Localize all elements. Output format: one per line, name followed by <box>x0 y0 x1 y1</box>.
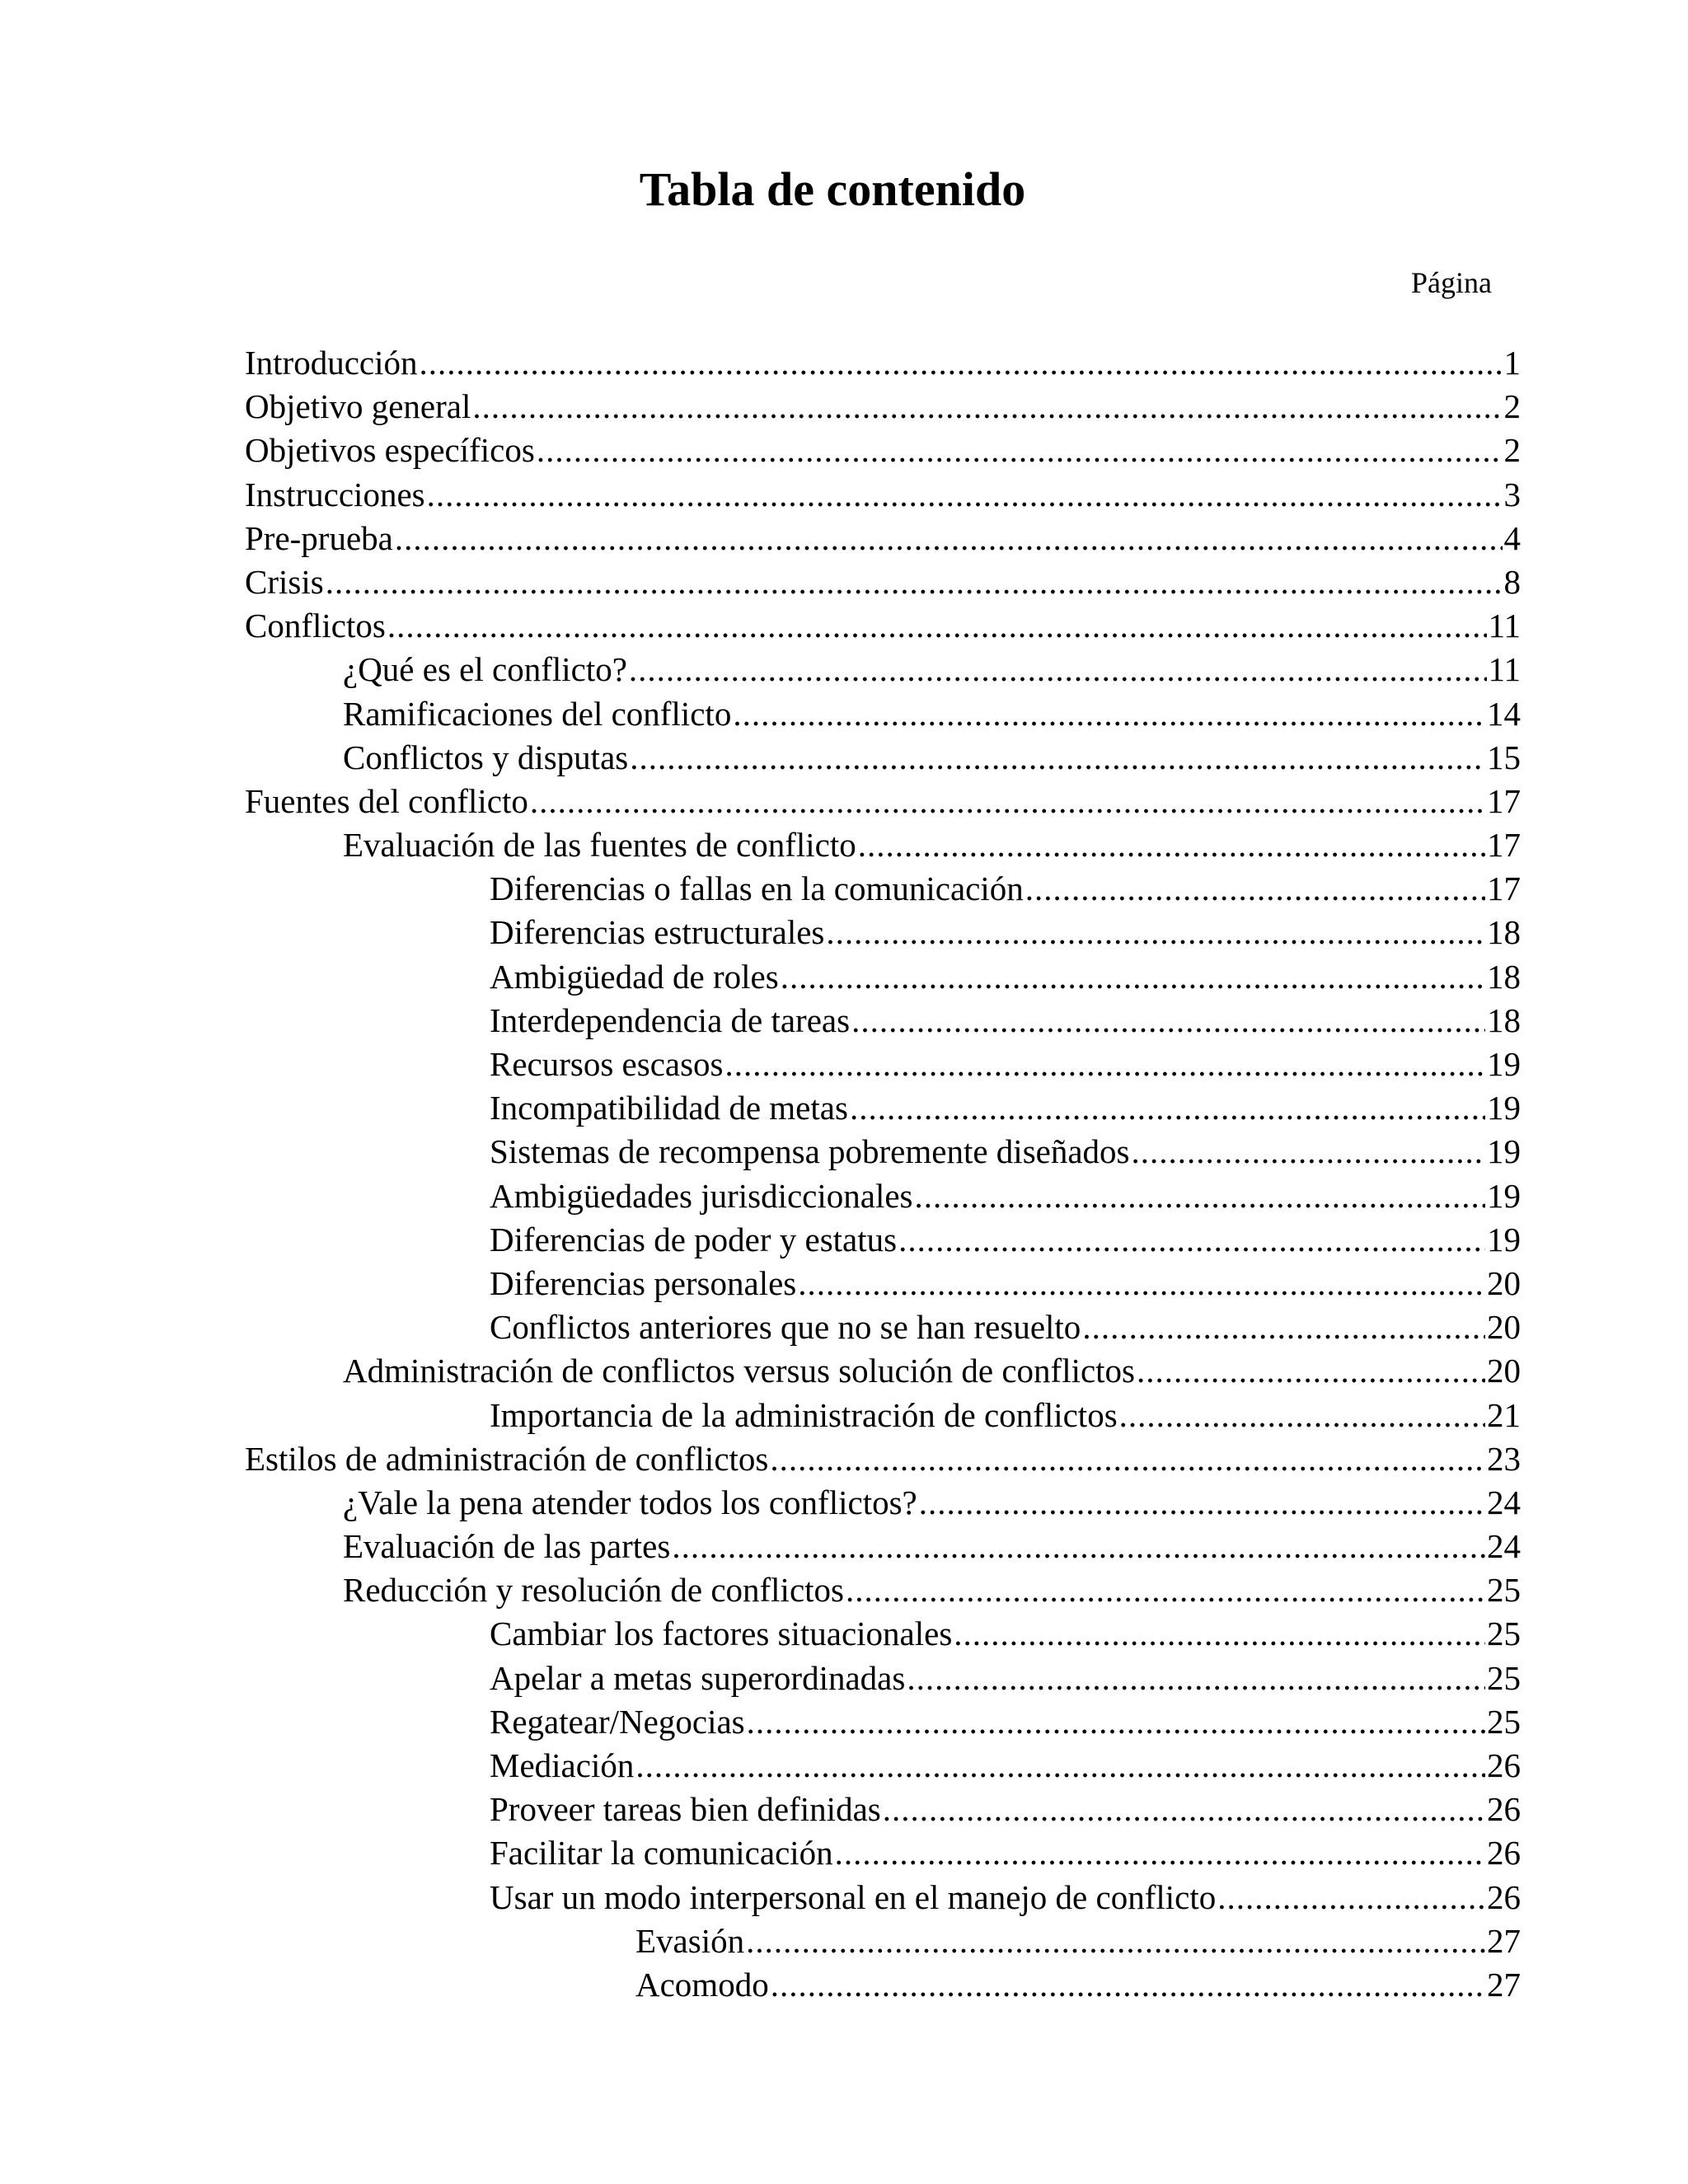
toc-entry-label: Recursos escasos <box>490 1045 724 1083</box>
dot-leader <box>883 1788 1485 1831</box>
toc-entry-label: Ambigüedad de roles <box>490 957 779 996</box>
toc-entry <box>245 473 1521 517</box>
dot-leader <box>419 341 1502 385</box>
toc-entry-label: Objetivos específicos <box>245 431 535 470</box>
toc-entry-page-number: 24 <box>1487 1527 1521 1566</box>
toc-entry-page-number: 25 <box>1487 1658 1521 1697</box>
toc-entry-page-number: 27 <box>1487 1965 1521 2004</box>
toc-entry-label: Diferencias estructurales <box>490 913 825 952</box>
toc-entry-label: ¿Vale la pena atender todos los conflictos? <box>343 1483 917 1521</box>
toc-entry-label: Ambigüedades jurisdiccionales <box>490 1176 913 1215</box>
toc-entry <box>245 1876 1521 1919</box>
dot-leader <box>1217 1876 1485 1919</box>
dot-leader <box>1082 1305 1485 1349</box>
dot-leader <box>954 1612 1485 1656</box>
toc-entry <box>245 560 1521 604</box>
toc-entry-page-number: 19 <box>1487 1220 1521 1258</box>
toc-entry-page-number: 1 <box>1503 344 1521 382</box>
toc-entry <box>245 1218 1521 1262</box>
dot-leader <box>919 1481 1485 1525</box>
toc-entry-label: Conflictos y disputas <box>343 738 629 776</box>
toc-entry <box>245 867 1521 911</box>
toc-entry-label: Importancia de la administración de conflictos <box>490 1395 1118 1434</box>
toc-entry-label: Estilos de administración de conflictos <box>245 1439 769 1478</box>
toc-entry <box>245 955 1521 999</box>
dot-leader <box>672 1525 1485 1568</box>
toc-entry-label: Introducción <box>245 344 418 382</box>
dot-leader <box>771 1963 1485 2007</box>
dot-leader <box>1132 1130 1486 1174</box>
toc-entry-page-number: 2 <box>1503 387 1521 426</box>
toc-entry-label: Interdependencia de tareas <box>490 1001 851 1039</box>
toc-entry <box>245 1349 1521 1393</box>
toc-entry-label: Conflictos <box>245 607 386 645</box>
toc-entry <box>245 780 1521 823</box>
dot-leader <box>907 1657 1485 1700</box>
toc-entry-page-number: 17 <box>1487 781 1521 820</box>
toc-entry-page-number: 17 <box>1487 826 1521 865</box>
toc-entry-label: Incompatibilidad de metas <box>490 1089 848 1127</box>
toc-entry-label: Mediación <box>490 1746 635 1784</box>
dot-leader <box>725 1043 1485 1086</box>
toc-entry-label: Acomodo <box>635 1965 769 2004</box>
toc-entry <box>245 1043 1521 1086</box>
toc-entry-label: Pre-prueba <box>245 518 393 557</box>
toc-entry <box>245 823 1521 867</box>
toc-entry <box>245 1963 1521 2007</box>
toc-entry-label: Diferencias o fallas en la comunicación <box>490 869 1024 908</box>
dot-leader <box>781 955 1485 999</box>
toc-entry <box>245 1788 1521 1831</box>
dot-leader <box>858 823 1485 867</box>
toc-entry-label: Evaluación de las partes <box>343 1527 671 1566</box>
toc-entry-page-number: 27 <box>1487 1921 1521 1960</box>
dot-leader <box>1025 867 1485 911</box>
dot-leader <box>835 1831 1485 1875</box>
dot-leader <box>326 560 1503 604</box>
toc-entry <box>245 385 1521 429</box>
toc-entry-label: Diferencias de poder y estatus <box>490 1220 898 1258</box>
toc-entry-page-number: 19 <box>1487 1089 1521 1127</box>
toc-entry-label: Fuentes del conflicto <box>245 781 528 820</box>
toc-entry-page-number: 19 <box>1487 1045 1521 1083</box>
dot-leader <box>851 999 1485 1043</box>
dot-leader <box>826 911 1485 954</box>
dot-leader <box>770 1437 1485 1481</box>
toc-entry-label: Regatear/Negocias <box>490 1702 745 1741</box>
dot-leader <box>846 1568 1485 1612</box>
dot-leader <box>798 1262 1485 1305</box>
toc-entry-page-number: 23 <box>1487 1439 1521 1478</box>
page-title: Tabla de contenido <box>639 162 1026 216</box>
dot-leader <box>630 736 1485 780</box>
toc-entry-page-number: 21 <box>1487 1395 1521 1434</box>
toc-entry-label: Administración de conflictos versus solución de conflictos <box>343 1352 1136 1390</box>
toc-entry <box>245 1481 1521 1525</box>
toc-entry-label: Cambiar los factores situacionales <box>490 1615 953 1653</box>
toc-entry-label: Apelar a metas superordinadas <box>490 1658 906 1697</box>
toc-entry-label: Evasión <box>635 1921 745 1960</box>
dot-leader <box>747 1700 1485 1744</box>
toc-entry <box>245 1744 1521 1788</box>
dot-leader <box>635 1744 1485 1788</box>
toc-entry <box>245 1700 1521 1744</box>
toc-entry-label: Objetivo general <box>245 387 471 426</box>
toc-entry-page-number: 19 <box>1487 1176 1521 1215</box>
toc-entry <box>245 1086 1521 1130</box>
toc-entry <box>245 1437 1521 1481</box>
toc-entry-page-number: 26 <box>1487 1877 1521 1916</box>
toc-entry <box>245 999 1521 1043</box>
toc-entry <box>245 911 1521 954</box>
dot-leader <box>629 648 1487 691</box>
toc-entry <box>245 1174 1521 1218</box>
dot-leader <box>746 1919 1485 1963</box>
toc-entry-page-number: 20 <box>1487 1263 1521 1302</box>
dot-leader <box>1137 1349 1485 1393</box>
toc-entry <box>245 648 1521 691</box>
toc-entry-page-number: 25 <box>1487 1571 1521 1610</box>
toc-entry-page-number: 8 <box>1503 562 1521 601</box>
toc-entry-label: Ramificaciones del conflicto <box>343 694 732 733</box>
toc-entry-label: Facilitar la comunicación <box>490 1834 833 1872</box>
toc-entry-page-number: 24 <box>1487 1483 1521 1521</box>
toc-entry-page-number: 19 <box>1487 1132 1521 1171</box>
toc-entry-page-number: 20 <box>1487 1308 1521 1347</box>
toc-entry <box>245 1394 1521 1437</box>
toc-entry-page-number: 20 <box>1487 1352 1521 1390</box>
toc-entry-page-number: 25 <box>1487 1702 1521 1741</box>
toc-entry-label: Evaluación de las fuentes de conflicto <box>343 826 856 865</box>
toc-entry-label: Instrucciones <box>245 475 425 513</box>
toc-entry <box>245 692 1521 736</box>
toc-entry <box>245 517 1521 560</box>
toc-entry-page-number: 4 <box>1503 518 1521 557</box>
toc-entry-page-number: 15 <box>1487 738 1521 776</box>
toc-entry-page-number: 18 <box>1487 957 1521 996</box>
toc-entry-label: Reducción y resolución de conflictos <box>343 1571 844 1610</box>
toc-entry-page-number: 26 <box>1487 1834 1521 1872</box>
toc-entry <box>245 1568 1521 1612</box>
dot-leader <box>537 429 1503 472</box>
dot-leader <box>1119 1394 1485 1437</box>
toc-entry-page-number: 26 <box>1487 1790 1521 1829</box>
toc-entry-page-number: 18 <box>1487 913 1521 952</box>
dot-leader <box>733 692 1485 736</box>
table-of-contents <box>245 341 1521 2007</box>
dot-leader <box>395 517 1503 560</box>
toc-entry-page-number: 18 <box>1487 1001 1521 1039</box>
toc-entry <box>245 604 1521 648</box>
toc-entry-page-number: 11 <box>1488 607 1521 645</box>
toc-entry <box>245 1612 1521 1656</box>
dot-leader <box>850 1086 1485 1130</box>
dot-leader <box>472 385 1502 429</box>
toc-entry-label: Conflictos anteriores que no se han resuelto <box>490 1308 1081 1347</box>
dot-leader <box>915 1174 1485 1218</box>
toc-entry <box>245 1657 1521 1700</box>
toc-entry-label: Proveer tareas bien definidas <box>490 1790 881 1829</box>
toc-entry-label: Sistemas de recompensa pobremente diseñados <box>490 1132 1130 1171</box>
dot-leader <box>898 1218 1485 1262</box>
toc-entry-page-number: 26 <box>1487 1746 1521 1784</box>
toc-entry-page-number: 25 <box>1487 1615 1521 1653</box>
toc-entry-page-number: 14 <box>1487 694 1521 733</box>
toc-entry-label: Usar un modo interpersonal en el manejo de conflicto <box>490 1877 1217 1916</box>
toc-entry <box>245 1305 1521 1349</box>
dot-leader <box>427 473 1503 517</box>
page-column-header: Página <box>1411 266 1492 299</box>
toc-entry <box>245 1262 1521 1305</box>
toc-entry-label: Crisis <box>245 562 324 601</box>
toc-entry-page-number: 3 <box>1503 475 1521 513</box>
toc-entry-page-number: 17 <box>1487 869 1521 908</box>
toc-entry <box>245 1525 1521 1568</box>
toc-entry <box>245 1831 1521 1875</box>
toc-entry-page-number: 11 <box>1488 650 1521 689</box>
toc-entry-page-number: 2 <box>1503 431 1521 470</box>
toc-entry <box>245 736 1521 780</box>
toc-entry <box>245 429 1521 472</box>
dot-leader <box>530 780 1485 823</box>
dot-leader <box>387 604 1487 648</box>
toc-entry <box>245 1130 1521 1174</box>
toc-entry-label: Diferencias personales <box>490 1263 797 1302</box>
toc-entry <box>245 341 1521 385</box>
toc-entry-label: ¿Qué es el conflicto? <box>343 650 627 689</box>
toc-entry <box>245 1919 1521 1963</box>
